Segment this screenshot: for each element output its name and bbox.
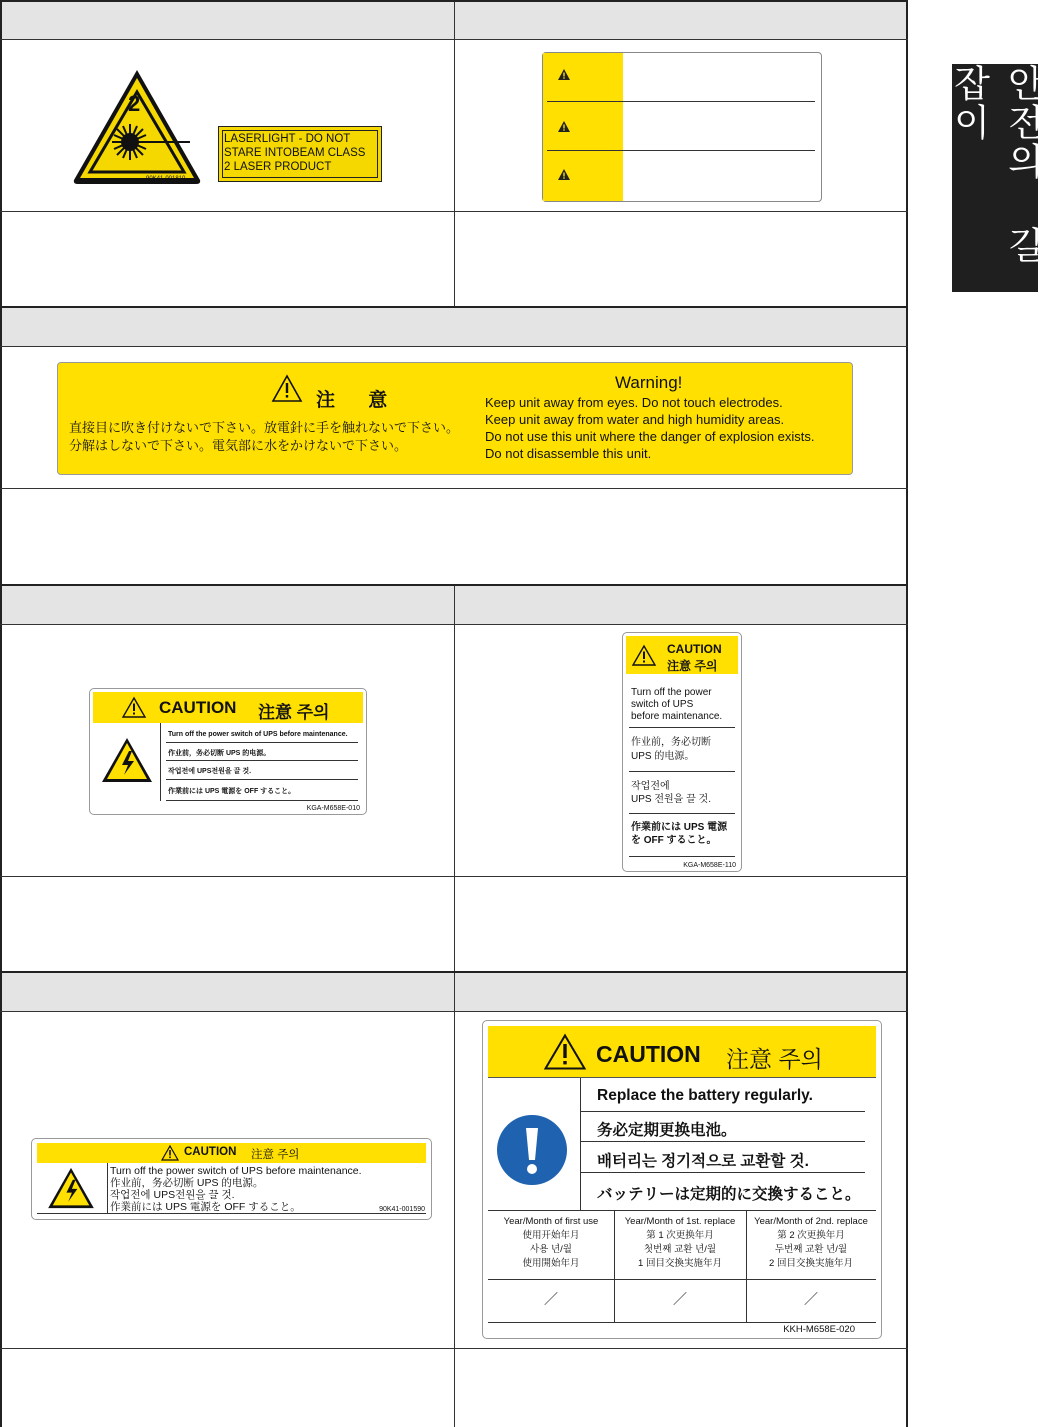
caution-label-thin: [31, 1138, 432, 1220]
date-column-line: 第 1 次更换年月: [646, 1230, 714, 1241]
row-divider: [0, 211, 908, 212]
label-code: KKH-M658E-020: [783, 1324, 855, 1335]
caution-line: Turn off the power switch of UPS before maintenance.: [168, 731, 348, 738]
row-divider: [0, 306, 908, 308]
warning-triangle-icon: [558, 69, 570, 80]
warning-triangle-icon: [161, 1145, 179, 1161]
column-divider: [454, 585, 455, 1427]
caution-line: UPS 전원을 끌 것.: [631, 794, 711, 805]
row-divider: [0, 624, 908, 625]
banner-en-line: Do not disassemble this unit.: [485, 446, 652, 461]
caution-title-cjk: 注意 주의: [251, 1149, 300, 1161]
laser-label-line: STARE INTOBEAM CLASS: [224, 147, 366, 159]
row-divider: [0, 876, 908, 877]
date-column-line: 두번째 교환 년/월: [774, 1244, 848, 1255]
label-code: 90K41-001590: [379, 1206, 425, 1213]
caution-line: 작업전에 UPS전원을 끌 것.: [168, 768, 252, 775]
caution-title-cjk: 注意 주의: [667, 659, 718, 673]
banner-en-line: Keep unit away from water and high humidity areas.: [485, 412, 785, 427]
warning-triangle-icon: [558, 121, 570, 132]
date-column-line: 1 回目交換実施年月: [638, 1258, 722, 1269]
banner-en-line: Keep unit away from eyes. Do not touch electrodes.: [485, 395, 783, 410]
caution-title: CAUTION: [596, 1041, 701, 1067]
warning-triangle-icon: [272, 375, 302, 402]
caution-line: 作業前には UPS 電源を OFF すること。: [110, 1201, 301, 1213]
caution-header-bar: [37, 1143, 426, 1163]
date-entry-field: ／: [804, 1291, 818, 1307]
row-divider: [0, 39, 908, 40]
table-header-row-2: [0, 307, 908, 346]
banner-caption: 注 意: [316, 390, 402, 411]
date-entry-field: ／: [673, 1291, 687, 1307]
warning-triangle-icon: [632, 645, 656, 666]
row-divider: [0, 488, 908, 489]
battery-line: 务必定期更换电池。: [597, 1122, 737, 1139]
caution-label-horizontal: [89, 688, 367, 815]
date-column-line: Year/Month of first use: [503, 1216, 599, 1227]
electric-shock-icon: [47, 1167, 95, 1209]
laser-hazard-icon: [70, 66, 204, 186]
caution-line: Turn off the power: [631, 687, 712, 698]
laser-sign-code: 90K41-001810: [146, 176, 186, 182]
electric-shock-icon: [101, 737, 153, 783]
caution-line: を OFF すること。: [631, 835, 717, 846]
label-code: KGA-M658E-110: [683, 862, 736, 869]
battery-line: Replace the battery regularly.: [597, 1087, 813, 1104]
date-column: [746, 1211, 876, 1322]
caution-header-bar: [488, 1026, 876, 1078]
caution-header-bar: [626, 636, 738, 674]
date-column-line: 2 回目交換実施年月: [769, 1258, 853, 1269]
caution-title: CAUTION: [184, 1146, 237, 1158]
caution-line: 作業前には UPS 電源: [631, 822, 728, 833]
row-divider: [0, 584, 908, 586]
banner-en-line: Do not use this unit where the danger of explosion exists.: [485, 429, 815, 444]
warning-triangle-icon: [544, 1034, 586, 1070]
caution-line: UPS 的电源。: [631, 751, 695, 762]
caution-title-cjk: 注意 주의: [258, 703, 330, 722]
laser-warning-sign: [70, 66, 204, 186]
table-border-left: [0, 0, 2, 1427]
caution-label-vertical: [622, 632, 742, 872]
warning-row-divider: [547, 150, 815, 151]
row-divider: [0, 1011, 908, 1012]
battery-line: バッテリーは定期的に交換すること。: [597, 1186, 861, 1203]
row-divider: [0, 1348, 908, 1349]
warning-yellow-column: [543, 53, 623, 201]
laser-class-number: 2: [128, 91, 141, 116]
warning-label-panel: [542, 52, 822, 202]
warning-triangle-icon: [122, 697, 146, 718]
laser-label-line: LASERLIGHT - DO NOT: [224, 133, 351, 145]
laser-label-line: 2 LASER PRODUCT: [224, 161, 332, 173]
side-tab-label: 안전의 길잡이: [947, 64, 1044, 265]
column-divider: [454, 0, 455, 307]
date-column-line: 使用开始年月: [522, 1230, 580, 1241]
caution-line: 작업전에: [631, 781, 670, 792]
caution-line: before maintenance.: [631, 711, 723, 722]
caution-line: switch of UPS: [631, 699, 694, 710]
caution-line: 작업전에 UPS전원을 끌 것.: [110, 1189, 235, 1201]
date-column-line: 第 2 次更换年月: [777, 1230, 845, 1241]
table-border-top: [0, 0, 908, 2]
date-column: [488, 1211, 615, 1322]
caution-line: 作业前，务必切断 UPS 的电源。: [110, 1177, 264, 1189]
caution-line: 作业前，务必切断: [631, 737, 711, 748]
caution-line: 作业前，务必切断 UPS 的电源。: [168, 750, 271, 757]
date-column-line: Year/Month of 1st. replace: [624, 1216, 736, 1227]
caution-title-cjk: 注意 주의: [726, 1046, 823, 1072]
caution-line: 作業前には UPS 電源を OFF すること。: [168, 788, 296, 795]
banner-jp-line: 分解はしないで下さい。電気部に水をかけないで下さい。: [69, 438, 408, 453]
banner-jp-line: 直接目に吹き付けないで下さい。放電針に手を触れないで下さい。: [69, 420, 460, 435]
row-divider: [0, 346, 908, 347]
warning-triangle-icon: [558, 169, 570, 180]
table-border-right: [906, 0, 908, 1427]
warning-banner: [57, 362, 853, 475]
laser-product-label: [218, 126, 382, 182]
label-code: KGA-M658E-010: [306, 805, 360, 812]
banner-warning-title: Warning!: [615, 373, 683, 392]
row-divider: [0, 971, 908, 973]
date-column-line: 사용 년/월: [530, 1244, 572, 1255]
battery-line: 배터리는 정기적으로 교환할 것.: [597, 1153, 809, 1170]
section-side-tab: [947, 64, 1044, 292]
date-column-line: Year/Month of 2nd. replace: [754, 1216, 868, 1227]
date-entry-field: ／: [544, 1291, 558, 1307]
date-column-line: 첫번째 교환 년/월: [643, 1244, 717, 1255]
date-column: [614, 1211, 747, 1322]
battery-caution-label: [482, 1020, 882, 1339]
caution-line: Turn off the power switch of UPS before maintenance.: [110, 1165, 362, 1177]
replacement-date-grid: [488, 1210, 876, 1323]
warning-row-divider: [547, 101, 815, 102]
caution-title: CAUTION: [159, 698, 237, 717]
caution-title: CAUTION: [667, 642, 722, 656]
caution-header-bar: [93, 692, 363, 723]
exclamation-icon: [496, 1114, 568, 1186]
date-column-line: 使用開始年月: [522, 1258, 580, 1269]
